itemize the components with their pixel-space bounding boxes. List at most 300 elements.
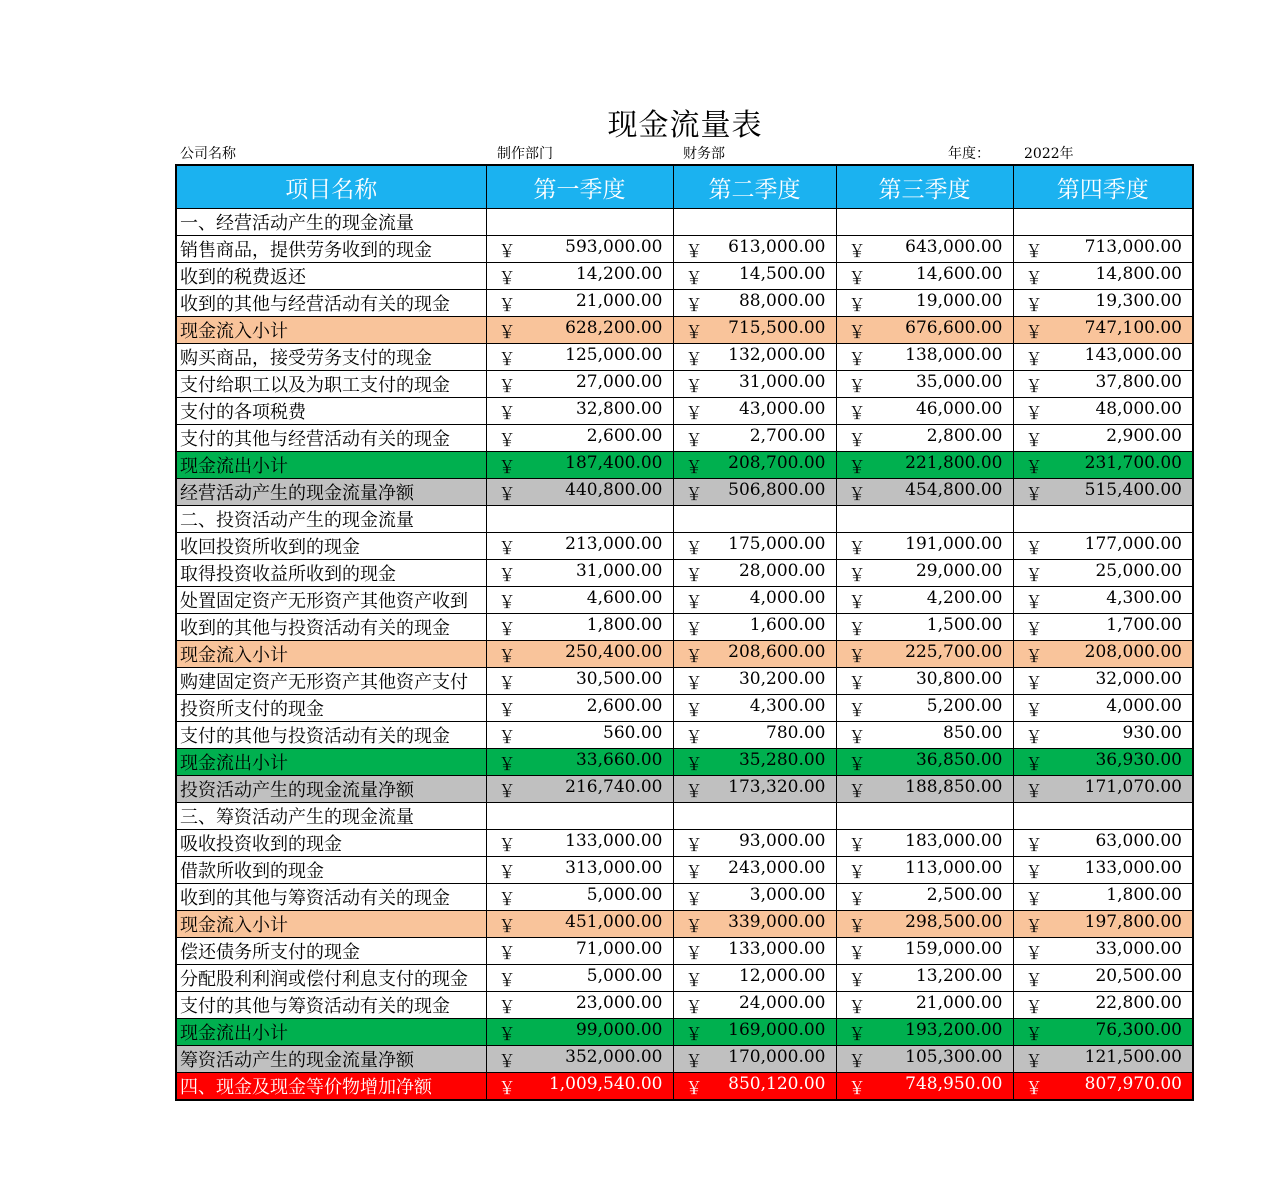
- amount-cell-q2[interactable]: [673, 722, 836, 749]
- amount-cell-q1[interactable]: [486, 263, 673, 290]
- amount-cell-q3[interactable]: [836, 344, 1013, 371]
- currency-symbol: ￥: [685, 700, 703, 721]
- amount-cell-q2[interactable]: [673, 992, 836, 1019]
- amount-value: 143,000.00: [1084, 344, 1182, 365]
- amount-value: 30,500.00: [575, 668, 663, 689]
- table-row: [176, 1046, 1193, 1073]
- amount-cell-q1[interactable]: [486, 695, 673, 722]
- amount-cell-q1[interactable]: [486, 371, 673, 398]
- currency-symbol: ￥: [498, 349, 516, 370]
- currency-symbol: ￥: [1025, 241, 1043, 262]
- amount-value: 216,740.00: [565, 776, 663, 797]
- row-label[interactable]: 购买商品，接受劳务支付的现金: [176, 344, 486, 371]
- table-row: [176, 479, 1193, 506]
- currency-symbol: ￥: [685, 862, 703, 883]
- amount-value: 21,000.00: [575, 290, 663, 311]
- table-row: [176, 749, 1193, 776]
- table-row: [176, 695, 1193, 722]
- amount-cell-q3[interactable]: [836, 695, 1013, 722]
- currency-symbol: ￥: [685, 1024, 703, 1045]
- amount-value: 2,500.00: [926, 884, 1003, 905]
- table-row: [176, 317, 1193, 344]
- amount-value: 352,000.00: [565, 1046, 663, 1067]
- currency-symbol: ￥: [685, 376, 703, 397]
- amount-cell-q4[interactable]: [1013, 749, 1193, 776]
- currency-symbol: ￥: [498, 835, 516, 856]
- row-label[interactable]: 支付的其他与投资活动有关的现金: [176, 722, 486, 749]
- amount-value: 22,800.00: [1095, 992, 1182, 1013]
- amount-cell-q3[interactable]: [836, 398, 1013, 425]
- row-label[interactable]: 现金流入小计: [176, 641, 486, 668]
- amount-cell-q3[interactable]: [836, 263, 1013, 290]
- amount-cell-q1[interactable]: [486, 317, 673, 344]
- amount-cell-q1[interactable]: [486, 857, 673, 884]
- amount-value: 31,000.00: [738, 371, 826, 392]
- amount-value: 2,800.00: [926, 425, 1003, 446]
- amount-value: 676,600.00: [905, 317, 1003, 338]
- currency-symbol: ￥: [685, 241, 703, 262]
- amount-cell-q3[interactable]: [836, 506, 1013, 533]
- amount-cell-q4[interactable]: [1013, 992, 1193, 1019]
- amount-cell-q1[interactable]: [486, 803, 673, 830]
- amount-cell-q1[interactable]: [486, 1046, 673, 1073]
- row-label[interactable]: 收到的其他与投资活动有关的现金: [176, 614, 486, 641]
- amount-cell-q4[interactable]: [1013, 668, 1193, 695]
- row-label[interactable]: 借款所收到的现金: [176, 857, 486, 884]
- amount-cell-q1[interactable]: [486, 911, 673, 938]
- row-label[interactable]: 四、现金及现金等价物增加净额: [176, 1073, 486, 1101]
- amount-cell-q1[interactable]: [486, 938, 673, 965]
- amount-value: 19,300.00: [1095, 290, 1182, 311]
- currency-symbol: ￥: [1025, 322, 1043, 343]
- amount-value: 12,000.00: [738, 965, 826, 986]
- row-label[interactable]: 支付给职工以及为职工支付的现金: [176, 371, 486, 398]
- amount-value: 780.00: [766, 722, 826, 743]
- amount-value: 930.00: [1122, 722, 1182, 743]
- amount-cell-q1[interactable]: [486, 452, 673, 479]
- currency-symbol: ￥: [498, 322, 516, 343]
- amount-cell-q2[interactable]: [673, 884, 836, 911]
- amount-value: 1,700.00: [1106, 614, 1182, 635]
- amount-cell-q4[interactable]: [1013, 236, 1193, 263]
- currency-symbol: ￥: [498, 700, 516, 721]
- amount-value: 187,400.00: [565, 452, 663, 473]
- amount-value: 171,070.00: [1084, 776, 1182, 797]
- amount-value: 23,000.00: [575, 992, 663, 1013]
- amount-cell-q2[interactable]: [673, 560, 836, 587]
- amount-cell-q1[interactable]: [486, 722, 673, 749]
- header-q2: 第二季度: [673, 165, 836, 209]
- amount-cell-q4[interactable]: [1013, 965, 1193, 992]
- amount-value: 173,320.00: [728, 776, 826, 797]
- amount-cell-q3[interactable]: [836, 1073, 1013, 1101]
- row-label[interactable]: 处置固定资产无形资产其他资产收到: [176, 587, 486, 614]
- currency-symbol: ￥: [848, 538, 866, 559]
- currency-symbol: ￥: [1025, 1078, 1043, 1099]
- amount-cell-q3[interactable]: [836, 614, 1013, 641]
- amount-value: 506,800.00: [728, 479, 826, 500]
- amount-cell-q2[interactable]: [673, 1073, 836, 1101]
- currency-symbol: ￥: [848, 376, 866, 397]
- section-row: [176, 506, 1193, 533]
- amount-cell-q3[interactable]: [836, 479, 1013, 506]
- amount-value: 20,500.00: [1095, 965, 1182, 986]
- amount-cell-q3[interactable]: [836, 938, 1013, 965]
- currency-symbol: ￥: [1025, 457, 1043, 478]
- amount-cell-q1[interactable]: [486, 533, 673, 560]
- amount-cell-q3[interactable]: [836, 830, 1013, 857]
- amount-cell-q4[interactable]: [1013, 1046, 1193, 1073]
- amount-cell-q3[interactable]: [836, 668, 1013, 695]
- amount-value: 35,280.00: [738, 749, 826, 770]
- table-row: [176, 560, 1193, 587]
- row-label[interactable]: 经营活动产生的现金流量净额: [176, 479, 486, 506]
- row-label[interactable]: 购建固定资产无形资产其他资产支付: [176, 668, 486, 695]
- amount-cell-q4[interactable]: [1013, 290, 1193, 317]
- amount-value: 4,600.00: [586, 587, 663, 608]
- amount-cell-q1[interactable]: [486, 290, 673, 317]
- amount-cell-q2[interactable]: [673, 965, 836, 992]
- amount-value: 1,800.00: [586, 614, 663, 635]
- amount-cell-q2[interactable]: [673, 641, 836, 668]
- row-label[interactable]: 收到的其他与经营活动有关的现金: [176, 290, 486, 317]
- currency-symbol: ￥: [848, 430, 866, 451]
- amount-value: 46,000.00: [915, 398, 1003, 419]
- amount-value: 313,000.00: [565, 857, 663, 878]
- amount-value: 515,400.00: [1084, 479, 1182, 500]
- amount-value: 175,000.00: [728, 533, 826, 554]
- amount-cell-q2[interactable]: [673, 614, 836, 641]
- amount-cell-q4[interactable]: [1013, 560, 1193, 587]
- table-row: [176, 344, 1193, 371]
- amount-cell-q1[interactable]: [486, 479, 673, 506]
- amount-cell-q4[interactable]: [1013, 425, 1193, 452]
- year-label: 年度：: [948, 146, 990, 162]
- amount-cell-q4[interactable]: [1013, 857, 1193, 884]
- amount-value: 31,000.00: [575, 560, 663, 581]
- amount-cell-q4[interactable]: [1013, 1019, 1193, 1046]
- currency-symbol: ￥: [498, 673, 516, 694]
- amount-cell-q4[interactable]: [1013, 911, 1193, 938]
- table-row: [176, 614, 1193, 641]
- currency-symbol: ￥: [685, 268, 703, 289]
- amount-cell-q3[interactable]: [836, 1019, 1013, 1046]
- row-label[interactable]: 收到的税费返还: [176, 263, 486, 290]
- amount-value: 5,000.00: [586, 884, 663, 905]
- amount-value: 4,000.00: [1106, 695, 1182, 716]
- amount-value: 221,800.00: [905, 452, 1003, 473]
- amount-cell-q3[interactable]: [836, 317, 1013, 344]
- amount-cell-q1[interactable]: [486, 560, 673, 587]
- amount-cell-q4[interactable]: [1013, 452, 1193, 479]
- amount-value: 5,000.00: [586, 965, 663, 986]
- currency-symbol: ￥: [685, 1078, 703, 1099]
- table-row: [176, 884, 1193, 911]
- currency-symbol: ￥: [1025, 295, 1043, 316]
- amount-cell-q3[interactable]: [836, 452, 1013, 479]
- row-label[interactable]: 筹资活动产生的现金流量净额: [176, 1046, 486, 1073]
- row-label[interactable]: 投资所支付的现金: [176, 695, 486, 722]
- amount-cell-q1[interactable]: [486, 587, 673, 614]
- currency-symbol: ￥: [848, 403, 866, 424]
- table-row: [176, 236, 1193, 263]
- amount-cell-q4[interactable]: [1013, 479, 1193, 506]
- amount-cell-q3[interactable]: [836, 722, 1013, 749]
- amount-value: 105,300.00: [905, 1046, 1003, 1067]
- amount-cell-q3[interactable]: [836, 533, 1013, 560]
- amount-cell-q1[interactable]: [486, 1019, 673, 1046]
- amount-value: 2,600.00: [586, 425, 663, 446]
- currency-symbol: ￥: [685, 781, 703, 802]
- row-label[interactable]: 一、经营活动产生的现金流量: [176, 209, 486, 236]
- currency-symbol: ￥: [685, 673, 703, 694]
- currency-symbol: ￥: [848, 997, 866, 1018]
- amount-cell-q4[interactable]: [1013, 398, 1193, 425]
- amount-value: 159,000.00: [905, 938, 1003, 959]
- amount-cell-q3[interactable]: [836, 857, 1013, 884]
- amount-cell-q1[interactable]: [486, 965, 673, 992]
- amount-cell-q3[interactable]: [836, 803, 1013, 830]
- amount-cell-q2[interactable]: [673, 695, 836, 722]
- amount-cell-q4[interactable]: [1013, 641, 1193, 668]
- amount-value: 243,000.00: [728, 857, 826, 878]
- currency-symbol: ￥: [848, 754, 866, 775]
- amount-value: 48,000.00: [1095, 398, 1182, 419]
- currency-symbol: ￥: [848, 565, 866, 586]
- currency-symbol: ￥: [848, 295, 866, 316]
- row-label[interactable]: 现金流出小计: [176, 1019, 486, 1046]
- amount-cell-q3[interactable]: [836, 884, 1013, 911]
- row-label[interactable]: 支付的其他与筹资活动有关的现金: [176, 992, 486, 1019]
- currency-symbol: ￥: [685, 916, 703, 937]
- amount-cell-q2[interactable]: [673, 749, 836, 776]
- amount-cell-q2[interactable]: [673, 506, 836, 533]
- amount-cell-q4[interactable]: [1013, 209, 1193, 236]
- amount-cell-q3[interactable]: [836, 425, 1013, 452]
- amount-value: 35,000.00: [915, 371, 1003, 392]
- currency-symbol: ￥: [848, 619, 866, 640]
- amount-cell-q2[interactable]: [673, 317, 836, 344]
- currency-symbol: ￥: [498, 1024, 516, 1045]
- amount-cell-q2[interactable]: [673, 344, 836, 371]
- table-row: [176, 776, 1193, 803]
- amount-value: 613,000.00: [728, 236, 826, 257]
- amount-cell-q4[interactable]: [1013, 344, 1193, 371]
- row-label[interactable]: 现金流出小计: [176, 452, 486, 479]
- amount-cell-q3[interactable]: [836, 587, 1013, 614]
- amount-cell-q3[interactable]: [836, 290, 1013, 317]
- amount-cell-q1[interactable]: [486, 884, 673, 911]
- amount-value: 36,850.00: [915, 749, 1003, 770]
- amount-cell-q2[interactable]: [673, 290, 836, 317]
- row-label[interactable]: 现金流出小计: [176, 749, 486, 776]
- amount-value: 25,000.00: [1095, 560, 1182, 581]
- table-row: [176, 911, 1193, 938]
- currency-symbol: ￥: [1025, 997, 1043, 1018]
- amount-cell-q4[interactable]: [1013, 803, 1193, 830]
- amount-cell-q2[interactable]: [673, 263, 836, 290]
- amount-value: 440,800.00: [565, 479, 663, 500]
- amount-cell-q4[interactable]: [1013, 506, 1193, 533]
- amount-value: 133,000.00: [1084, 857, 1182, 878]
- amount-cell-q1[interactable]: [486, 1073, 673, 1101]
- amount-value: 208,000.00: [1084, 641, 1182, 662]
- amount-cell-q2[interactable]: [673, 398, 836, 425]
- amount-cell-q4[interactable]: [1013, 695, 1193, 722]
- amount-cell-q1[interactable]: [486, 236, 673, 263]
- amount-value: 132,000.00: [728, 344, 826, 365]
- row-label[interactable]: 取得投资收益所收到的现金: [176, 560, 486, 587]
- amount-cell-q1[interactable]: [486, 209, 673, 236]
- amount-cell-q2[interactable]: [673, 236, 836, 263]
- amount-cell-q2[interactable]: [673, 452, 836, 479]
- amount-value: 231,700.00: [1084, 452, 1182, 473]
- amount-cell-q4[interactable]: [1013, 830, 1193, 857]
- amount-cell-q3[interactable]: [836, 371, 1013, 398]
- amount-cell-q1[interactable]: [486, 992, 673, 1019]
- amount-cell-q2[interactable]: [673, 425, 836, 452]
- currency-symbol: ￥: [685, 943, 703, 964]
- row-label[interactable]: 吸收投资收到的现金: [176, 830, 486, 857]
- currency-symbol: ￥: [848, 889, 866, 910]
- row-label[interactable]: 二、投资活动产生的现金流量: [176, 506, 486, 533]
- amount-value: 628,200.00: [565, 317, 663, 338]
- amount-cell-q2[interactable]: [673, 1046, 836, 1073]
- row-label[interactable]: 三、筹资活动产生的现金流量: [176, 803, 486, 830]
- currency-symbol: ￥: [685, 295, 703, 316]
- currency-symbol: ￥: [848, 268, 866, 289]
- amount-cell-q2[interactable]: [673, 1019, 836, 1046]
- amount-cell-q2[interactable]: [673, 479, 836, 506]
- amount-cell-q4[interactable]: [1013, 317, 1193, 344]
- currency-symbol: ￥: [498, 538, 516, 559]
- currency-symbol: ￥: [1025, 430, 1043, 451]
- amount-cell-q2[interactable]: [673, 938, 836, 965]
- amount-cell-q3[interactable]: [836, 560, 1013, 587]
- amount-value: 1,600.00: [749, 614, 826, 635]
- amount-cell-q1[interactable]: [486, 344, 673, 371]
- amount-value: 93,000.00: [738, 830, 826, 851]
- table-row: [176, 992, 1193, 1019]
- amount-cell-q3[interactable]: [836, 911, 1013, 938]
- amount-cell-q3[interactable]: [836, 236, 1013, 263]
- amount-cell-q1[interactable]: [486, 830, 673, 857]
- amount-cell-q2[interactable]: [673, 911, 836, 938]
- table-row: [176, 722, 1193, 749]
- amount-cell-q4[interactable]: [1013, 371, 1193, 398]
- amount-cell-q3[interactable]: [836, 641, 1013, 668]
- row-label[interactable]: 现金流入小计: [176, 317, 486, 344]
- amount-value: 113,000.00: [905, 857, 1003, 878]
- currency-symbol: ￥: [498, 295, 516, 316]
- amount-cell-q2[interactable]: [673, 803, 836, 830]
- amount-cell-q2[interactable]: [673, 587, 836, 614]
- amount-cell-q3[interactable]: [836, 1046, 1013, 1073]
- amount-cell-q1[interactable]: [486, 425, 673, 452]
- amount-cell-q2[interactable]: [673, 857, 836, 884]
- amount-value: 37,800.00: [1095, 371, 1182, 392]
- amount-cell-q4[interactable]: [1013, 722, 1193, 749]
- row-label[interactable]: 现金流入小计: [176, 911, 486, 938]
- currency-symbol: ￥: [1025, 970, 1043, 991]
- table-row: [176, 425, 1193, 452]
- currency-symbol: ￥: [685, 349, 703, 370]
- currency-symbol: ￥: [848, 727, 866, 748]
- amount-cell-q1[interactable]: [486, 506, 673, 533]
- amount-cell-q4[interactable]: [1013, 614, 1193, 641]
- amount-cell-q1[interactable]: [486, 776, 673, 803]
- amount-cell-q4[interactable]: [1013, 533, 1193, 560]
- amount-cell-q1[interactable]: [486, 749, 673, 776]
- currency-symbol: ￥: [848, 241, 866, 262]
- amount-cell-q2[interactable]: [673, 371, 836, 398]
- amount-cell-q2[interactable]: [673, 533, 836, 560]
- currency-symbol: ￥: [1025, 484, 1043, 505]
- amount-cell-q4[interactable]: [1013, 1073, 1193, 1101]
- amount-cell-q4[interactable]: [1013, 587, 1193, 614]
- amount-cell-q3[interactable]: [836, 992, 1013, 1019]
- currency-symbol: ￥: [1025, 862, 1043, 883]
- currency-symbol: ￥: [848, 835, 866, 856]
- amount-cell-q1[interactable]: [486, 668, 673, 695]
- amount-cell-q4[interactable]: [1013, 884, 1193, 911]
- amount-cell-q2[interactable]: [673, 830, 836, 857]
- amount-value: 88,000.00: [738, 290, 826, 311]
- amount-cell-q2[interactable]: [673, 209, 836, 236]
- amount-cell-q1[interactable]: [486, 641, 673, 668]
- amount-cell-q4[interactable]: [1013, 263, 1193, 290]
- row-label[interactable]: 收到的其他与筹资活动有关的现金: [176, 884, 486, 911]
- table-row: [176, 452, 1193, 479]
- amount-value: 191,000.00: [905, 533, 1003, 554]
- amount-cell-q2[interactable]: [673, 776, 836, 803]
- dept-value: 财务部: [683, 146, 725, 162]
- amount-value: 454,800.00: [905, 479, 1003, 500]
- amount-cell-q1[interactable]: [486, 614, 673, 641]
- row-label[interactable]: 支付的其他与经营活动有关的现金: [176, 425, 486, 452]
- currency-symbol: ￥: [498, 403, 516, 424]
- amount-value: 1,800.00: [1106, 884, 1182, 905]
- currency-symbol: ￥: [498, 781, 516, 802]
- amount-cell-q3[interactable]: [836, 776, 1013, 803]
- currency-symbol: ￥: [1025, 646, 1043, 667]
- row-label[interactable]: 支付的各项税费: [176, 398, 486, 425]
- dept-label: 制作部门: [497, 146, 553, 162]
- row-label[interactable]: 收回投资所收到的现金: [176, 533, 486, 560]
- amount-cell-q2[interactable]: [673, 668, 836, 695]
- row-label[interactable]: 投资活动产生的现金流量净额: [176, 776, 486, 803]
- amount-cell-q3[interactable]: [836, 749, 1013, 776]
- amount-cell-q4[interactable]: [1013, 938, 1193, 965]
- amount-cell-q3[interactable]: [836, 209, 1013, 236]
- currency-symbol: ￥: [1025, 619, 1043, 640]
- row-label[interactable]: 分配股利利润或偿付利息支付的现金: [176, 965, 486, 992]
- amount-cell-q1[interactable]: [486, 398, 673, 425]
- currency-symbol: ￥: [498, 646, 516, 667]
- currency-symbol: ￥: [498, 457, 516, 478]
- row-label[interactable]: 偿还债务所支付的现金: [176, 938, 486, 965]
- amount-value: 27,000.00: [575, 371, 663, 392]
- amount-value: 850,120.00: [728, 1073, 826, 1094]
- row-label[interactable]: 销售商品，提供劳务收到的现金: [176, 236, 486, 263]
- amount-cell-q4[interactable]: [1013, 776, 1193, 803]
- currency-symbol: ￥: [1025, 592, 1043, 613]
- amount-value: 24,000.00: [738, 992, 826, 1013]
- amount-value: 19,000.00: [915, 290, 1003, 311]
- amount-value: 43,000.00: [738, 398, 826, 419]
- amount-cell-q3[interactable]: [836, 965, 1013, 992]
- currency-symbol: ￥: [848, 592, 866, 613]
